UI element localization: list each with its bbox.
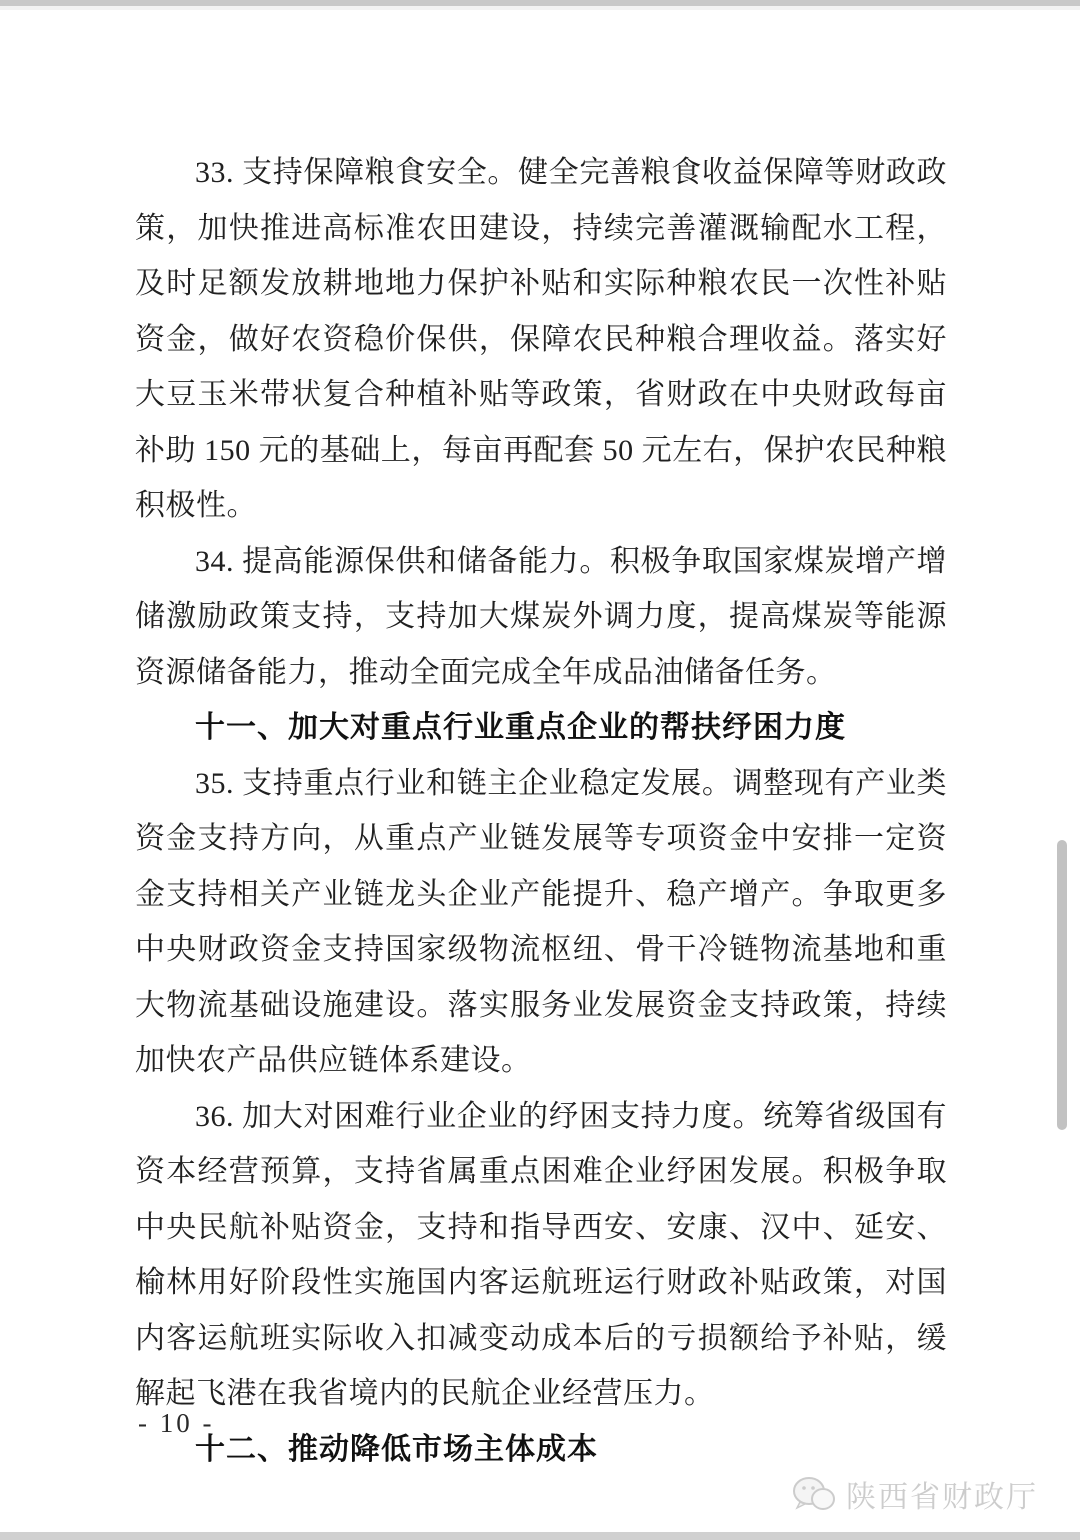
paragraph-34: 34. 提高能源保供和储备能力。积极争取国家煤炭增产增储激励政策支持，支持加大煤炭外调力度，提高煤炭等能源资源储备能力，推动全面完成全年成品油储备任务。: [135, 544, 947, 689]
paragraph-33: 33. 支持保障粮食安全。健全完善粮食收益保障等财政政策，加快推进高标准农田建设，持续完善灌溉输配水工程，及时足额发放耕地地力保护补贴和实际种粮农民一次性补贴资金，做好农资稳价保供，保障农民种粮合理收益。落实好大豆玉米带状复合种植补贴等政策，省财政在中央财政每亩补助 150 元的基础上，每亩再配套 50 元左右，保护农民种粮积极性。: [135, 156, 947, 522]
top-bar: [0, 0, 1080, 10]
paragraph-35: 35. 支持重点行业和链主企业稳定发展。调整现有产业类资金支持方向，从重点产业链发展等专项资金中安排一定资金支持相关产业链龙头企业产能提升、稳产增产。争取更多中央财政资金支持国家级物流枢纽、骨干冷链物流基地和重大物流基础设施建设。落实服务业发展资金支持政策，持续加快农产品供应链体系建设。: [135, 766, 947, 1077]
paragraph-36: 36. 加大对困难行业企业的纾困支持力度。统筹省级国有资本经营预算，支持省属重点困难企业纾困发展。积极争取中央民航补贴资金，支持和指导西安、安康、汉中、延安、榆林用好阶段性实施国内客运航班运行财政补贴政策，对国内客运航班实际收入扣减变动成本后的亏损额给予补贴，缓解起飞港在我省境内的民航企业经营压力。: [135, 1099, 947, 1410]
wechat-icon: [792, 1475, 836, 1513]
section-heading-11: 十一、加大对重点行业重点企业的帮扶纾困力度: [195, 711, 846, 744]
section-heading-12: 十二、推动降低市场主体成本: [195, 1432, 598, 1466]
watermark: [792, 1472, 1038, 1516]
watermark-text: 陕西省财政厅: [846, 1481, 1038, 1514]
scrollbar-thumb[interactable]: [1057, 840, 1067, 1130]
bottom-bar: [0, 1532, 1080, 1540]
document-page: [135, 145, 947, 1477]
page-number: - 10 -: [138, 1408, 215, 1438]
